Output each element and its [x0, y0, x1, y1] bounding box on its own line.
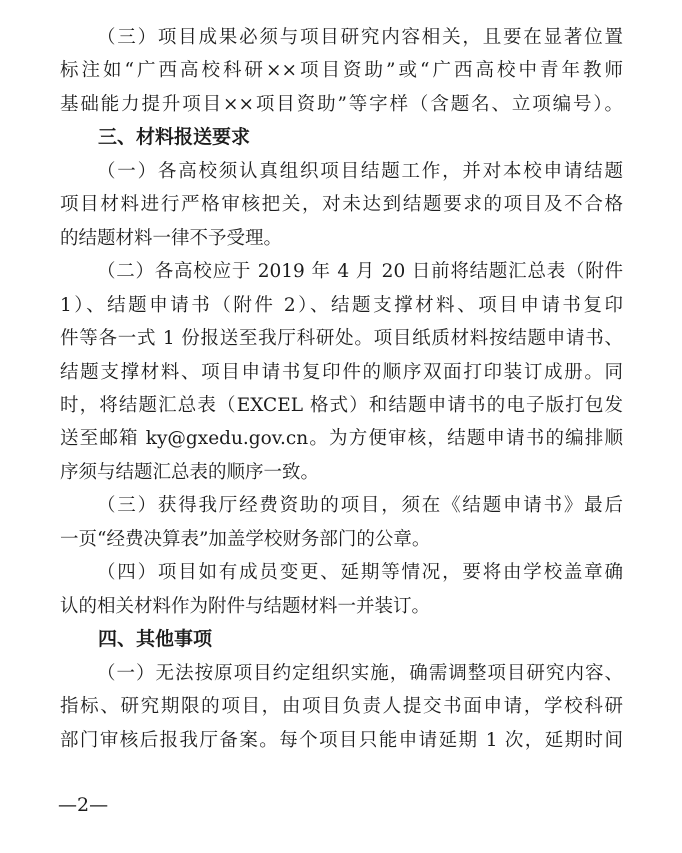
text-line: 认的相关材料作为附件与结题材料一并装订。	[60, 595, 431, 617]
text-line: （一）无法按原项目约定组织实施，确需调整项目研究内容、	[97, 662, 623, 684]
heading-text: 三、材料报送要求	[98, 126, 251, 149]
text-line: 1）、结题申请书（附件 2）、结题支撑材料、项目申请书复印	[60, 294, 623, 316]
text-line: 结题支撑材料、项目申请书复印件的顺序双面打印装订成册。同	[60, 361, 623, 383]
paragraph-item-3-funding-seal	[60, 489, 623, 556]
section-heading-4-other-matters	[60, 623, 623, 656]
paragraph-item-4-changes	[60, 556, 623, 623]
text-line: 一页“经费决算表”加盖学校财务部门的公章。	[60, 528, 431, 550]
text-line: （一）各高校须认真组织项目结题工作，并对本校申请结题	[97, 160, 623, 182]
text-line: 标注如“广西高校科研××项目资助”或“广西高校中青年教师	[60, 60, 623, 82]
paragraph-item-2-deadline	[60, 255, 623, 489]
document-body	[60, 21, 623, 757]
paragraph-item-3-results	[60, 21, 623, 121]
text-line: （四）项目如有成员变更、延期等情况，要将由学校盖章确	[97, 562, 623, 584]
text-line: 基础能力提升项目××项目资助”等字样（含题名、立项编号）。	[60, 93, 623, 115]
text-line: 件等各一式 1 份报送至我厅科研处。项目纸质材料按结题申请书、	[60, 328, 623, 350]
text-line: 送至邮箱 ky@gxedu.gov.cn。为方便审核，结题申请书的编排顺	[60, 428, 623, 450]
text-line: 指标、研究期限的项目，由项目负责人提交书面申请，学校科研	[60, 696, 623, 718]
page-number: —2—	[58, 794, 109, 816]
text-line: （三）获得我厅经费资助的项目，须在《结题申请书》最后	[97, 495, 623, 517]
section-heading-3-material-submission	[60, 121, 623, 154]
heading-text: 四、其他事项	[98, 628, 213, 651]
text-line: 的结题材料一律不予受理。	[60, 227, 283, 249]
text-line: （二）各高校应于 2019 年 4 月 20 日前将结题汇总表（附件	[97, 261, 623, 283]
paragraph-item-1-adjustment	[60, 657, 623, 757]
text-line: 序须与结题汇总表的顺序一致。	[60, 461, 320, 483]
text-line: 部门审核后报我厅备案。每个项目只能申请延期 1 次，延期时间	[60, 729, 623, 751]
text-line: 时，将结题汇总表（EXCEL 格式）和结题申请书的电子版打包发	[60, 394, 623, 416]
text-line: （三）项目成果必须与项目研究内容相关，且要在显著位置	[97, 27, 623, 48]
paragraph-item-1-review	[60, 155, 623, 255]
text-line: 项目材料进行严格审核把关，对未达到结题要求的项目及不合格	[60, 194, 623, 216]
